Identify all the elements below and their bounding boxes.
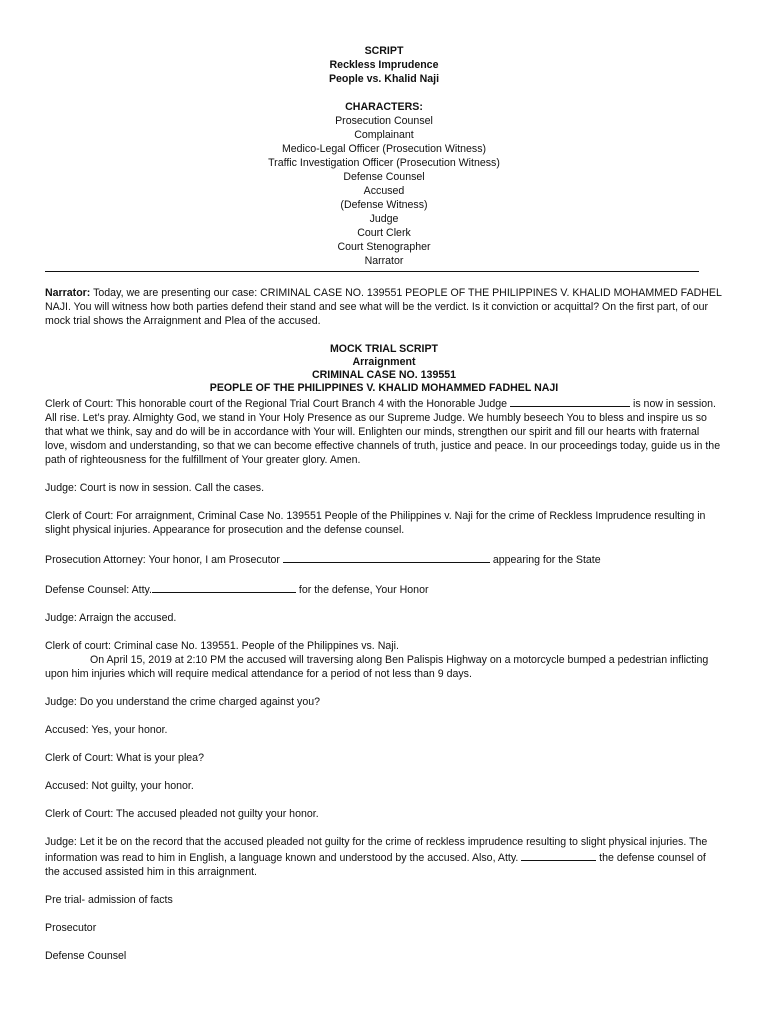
clerk-info-text: On April 15, 2019 at 2:10 PM the accused will traversing along Ben Palispis Highway on a motorcycle bumped a pedestrian inflicting upon him injuries which will require medical attendance for a period of not less than 9 days. xyxy=(45,654,709,680)
divider-line xyxy=(45,270,699,272)
clerk-case: Clerk of court: Criminal case No. 139551. People of the Philippines vs. Naji. xyxy=(45,640,399,652)
character-item: Defense Counsel xyxy=(343,171,425,183)
script-header xyxy=(45,44,723,86)
section-subheading: Arraignment xyxy=(352,356,416,368)
judge-record-b: the defense counsel of the accused assisted him in this arraignment. xyxy=(45,852,706,878)
characters-list xyxy=(45,114,723,268)
clerk-opening xyxy=(45,395,723,467)
judge-understand: Judge: Do you understand the crime charged against you? xyxy=(45,696,321,708)
defense-a: Defense Counsel: Atty. xyxy=(45,584,152,596)
judge-record xyxy=(45,835,723,879)
clerk-arraignment: Clerk of Court: For arraignment, Criminal Case No. 139551 People of the Philippines v. Naji for the crime of Reckless Imprudence resulting in slight physical injuries. Appearance for prosecution and the defense counsel. xyxy=(45,510,706,536)
defense-appearance xyxy=(45,581,723,597)
character-item: Accused xyxy=(363,185,405,197)
defense-counsel-label: Defense Counsel xyxy=(45,950,127,962)
judge-session: Judge: Court is now in session. Call the cases. xyxy=(45,482,265,494)
judge-record-a: Judge: Let it be on the record that the accused pleaded not guilty for the crime of reckless imprudence resulting to slight physical injuries. The information was read to him in English, a language known and understood by the accused. Also, Atty. xyxy=(45,836,708,864)
script-title: Reckless Imprudence xyxy=(329,59,439,71)
character-item: Judge xyxy=(369,213,399,225)
character-item: Complainant xyxy=(354,129,414,141)
character-item: Traffic Investigation Officer (Prosecution Witness) xyxy=(268,157,500,169)
prosecution-b: appearing for the State xyxy=(489,554,601,566)
script-case-short: People vs. Khalid Naji xyxy=(328,73,440,85)
prosecution-a: Prosecution Attorney: Your honor, I am Prosecutor xyxy=(45,554,283,566)
characters-heading: CHARACTERS: xyxy=(345,101,423,113)
clerk-opening-a: Clerk of Court: This honorable court of the Regional Trial Court Branch 4 with the Honorable Judge xyxy=(45,398,511,410)
judge-name-blank xyxy=(510,395,630,407)
prosecutor-name-blank xyxy=(283,551,490,563)
character-item: (Defense Witness) xyxy=(340,199,428,211)
accused-plea: Accused: Not guilty, your honor. xyxy=(45,780,194,792)
narrator-speaker: Narrator: xyxy=(45,287,91,299)
section-parties: PEOPLE OF THE PHILIPPINES V. KHALID MOHAMMED FADHEL NAJI xyxy=(209,382,559,394)
section-header xyxy=(45,342,723,395)
prosecutor-label: Prosecutor xyxy=(45,922,97,934)
defense-b: for the defense, Your Honor xyxy=(295,584,429,596)
section-case-no: CRIMINAL CASE NO. 139551 xyxy=(311,369,457,381)
defense-name-blank xyxy=(152,581,296,593)
narrator-text: Today, we are presenting our case: CRIMINAL CASE NO. 139551 PEOPLE OF THE PHILIPPINES V. KHALID MOHAMMED FADHEL NAJI. You will witness how both parties defend their stand and see what will be the verdict. Is it conviction or acquittal? On the first part, of our mock trial shows the Arraignment and Plea of the accused. xyxy=(45,287,722,327)
narrator-intro xyxy=(45,286,723,328)
atty-name-blank xyxy=(521,849,596,861)
clerk-information xyxy=(45,653,723,681)
clerk-opening-b: is now in session. All rise. Let’s pray. Almighty God, we stand in Your Holy Presence as our Supreme Judge. We humbly beseech You to bless and inspire us so that what we think, say and do will be in accordance with Your will. Enlighten our minds, strengthen our spirit and fill our hearts with fraternal love, wisdom and understanding, so that we can become effective channels of truth, justice and peace. In our proceedings today, guide us in the path of righteousness for the fulfillment of Your greater glory. Amen. xyxy=(45,398,721,466)
accused-yes: Accused: Yes, your honor. xyxy=(45,724,168,736)
section-heading: MOCK TRIAL SCRIPT xyxy=(329,343,439,355)
pretrial-heading: Pre trial- admission of facts xyxy=(45,894,173,906)
script-label: SCRIPT xyxy=(364,45,404,57)
character-item: Court Clerk xyxy=(357,227,411,239)
clerk-plea: Clerk of Court: What is your plea? xyxy=(45,752,204,764)
character-item: Court Stenographer xyxy=(337,241,431,253)
character-item: Medico-Legal Officer (Prosecution Witness) xyxy=(281,143,487,155)
judge-arraign: Judge: Arraign the accused. xyxy=(45,612,177,624)
character-item: Prosecution Counsel xyxy=(335,115,433,127)
prosecution-appearance xyxy=(45,551,723,567)
character-item: Narrator xyxy=(364,255,404,267)
clerk-record: Clerk of Court: The accused pleaded not guilty your honor. xyxy=(45,808,319,820)
